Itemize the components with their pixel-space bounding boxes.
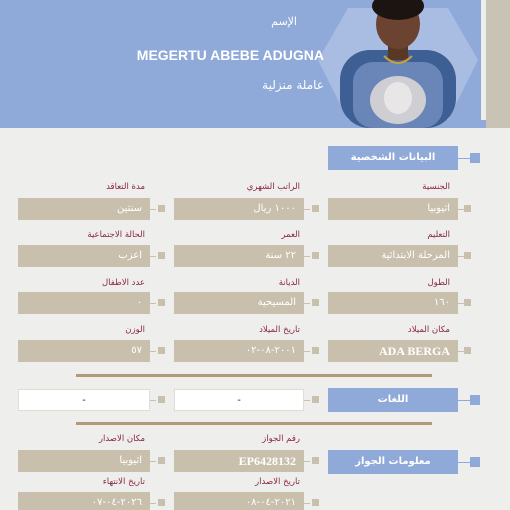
field-connector: [304, 256, 310, 257]
field-marital-status: اعزب: [18, 245, 150, 267]
field-issue-place: اثيوبيا: [18, 450, 150, 472]
section-connector: [458, 158, 470, 159]
field-issue-date: ٢٠٢١-٠٤-٠٨: [174, 492, 304, 510]
field-weight: ٥٧: [18, 340, 150, 362]
label-birthplace: مكان الميلاد: [407, 325, 450, 335]
section-personal-data: البيانات الشخصية: [328, 146, 458, 170]
field-connector: [150, 256, 156, 257]
label-salary: الراتب الشهري: [246, 182, 300, 192]
field-bullet: [158, 299, 165, 306]
field-connector: [150, 461, 156, 462]
field-connector: [304, 503, 310, 504]
field-contract: سنتين: [18, 198, 150, 220]
field-education: المرحلة الابتدائية: [328, 245, 458, 267]
field-connector: [304, 303, 310, 304]
field-bullet: [464, 252, 471, 259]
field-salary: ١٠٠٠ ريال: [174, 198, 304, 220]
section-connector: [458, 462, 470, 463]
field-passport-number: EP6428132: [174, 450, 304, 472]
field-height: ١٦٠: [328, 292, 458, 314]
field-bullet: [312, 299, 319, 306]
field-connector: [304, 400, 310, 401]
label-issue-date: تاريخ الاصدار: [255, 477, 300, 487]
field-connector: [304, 461, 310, 462]
field-connector: [150, 351, 156, 352]
header-side-strip: [481, 0, 486, 120]
label-passport-number: رقم الجواز: [262, 434, 300, 444]
field-bullet: [312, 499, 319, 506]
field-bullet: [158, 252, 165, 259]
field-children: ٠: [18, 292, 150, 314]
label-expiry-date: تاريخ الانتهاء: [102, 477, 145, 487]
field-connector: [150, 303, 156, 304]
field-bullet: [158, 457, 165, 464]
field-age: ٢٢ سنة: [174, 245, 304, 267]
field-bullet: [158, 205, 165, 212]
section-divider: [76, 422, 432, 425]
job-title: عاملة منزلية: [262, 78, 324, 92]
field-bullet: [464, 347, 471, 354]
field-bullet: [158, 396, 165, 403]
section-bullet: [470, 395, 480, 405]
label-birthdate: تاريخ الميلاد: [259, 325, 300, 335]
field-religion: المسيحية: [174, 292, 304, 314]
field-bullet: [158, 347, 165, 354]
field-bullet: [464, 299, 471, 306]
label-weight: الوزن: [125, 325, 145, 335]
field-bullet: [312, 396, 319, 403]
section-bullet: [470, 153, 480, 163]
field-bullet: [312, 457, 319, 464]
section-languages: اللغات: [328, 388, 458, 412]
section-bullet: [470, 457, 480, 467]
field-connector: [150, 209, 156, 210]
label-height: الطول: [427, 278, 450, 288]
field-birthplace: ADA BERGA: [328, 340, 458, 362]
label-contract: مدة التعاقد: [106, 182, 145, 192]
field-bullet: [312, 252, 319, 259]
label-issue-place: مكان الاصدار: [98, 434, 145, 444]
label-marital-status: الحالة الاجتماعية: [87, 230, 145, 240]
field-bullet: [158, 499, 165, 506]
section-divider: [76, 374, 432, 377]
label-children: عدد الاطفال: [101, 278, 145, 288]
header-side-band: [486, 0, 510, 128]
section-connector: [458, 400, 470, 401]
field-birthdate: ٢٠٠١-٠٨-٠٢: [174, 340, 304, 362]
field-connector: [304, 351, 310, 352]
label-education: التعليم: [427, 230, 450, 240]
label-nationality: الجنسية: [422, 182, 450, 192]
full-name: MEGERTU ABEBE ADUGNA: [136, 47, 324, 63]
field-bullet: [464, 205, 471, 212]
field-nationality: اثيوبيا: [328, 198, 458, 220]
field-connector: [150, 400, 156, 401]
field-language-1: -: [174, 389, 304, 411]
field-language-2: -: [18, 389, 150, 411]
field-expiry-date: ٢٠٢٦-٠٤-٠٧: [18, 492, 150, 510]
field-connector: [304, 209, 310, 210]
label-religion: الديانة: [278, 278, 300, 288]
field-bullet: [312, 347, 319, 354]
label-age: العمر: [281, 230, 300, 240]
field-connector: [150, 503, 156, 504]
field-bullet: [312, 205, 319, 212]
section-passport: معلومات الجواز: [328, 450, 458, 474]
name-label: الإسم: [271, 15, 297, 28]
profile-photo: [318, 0, 478, 128]
